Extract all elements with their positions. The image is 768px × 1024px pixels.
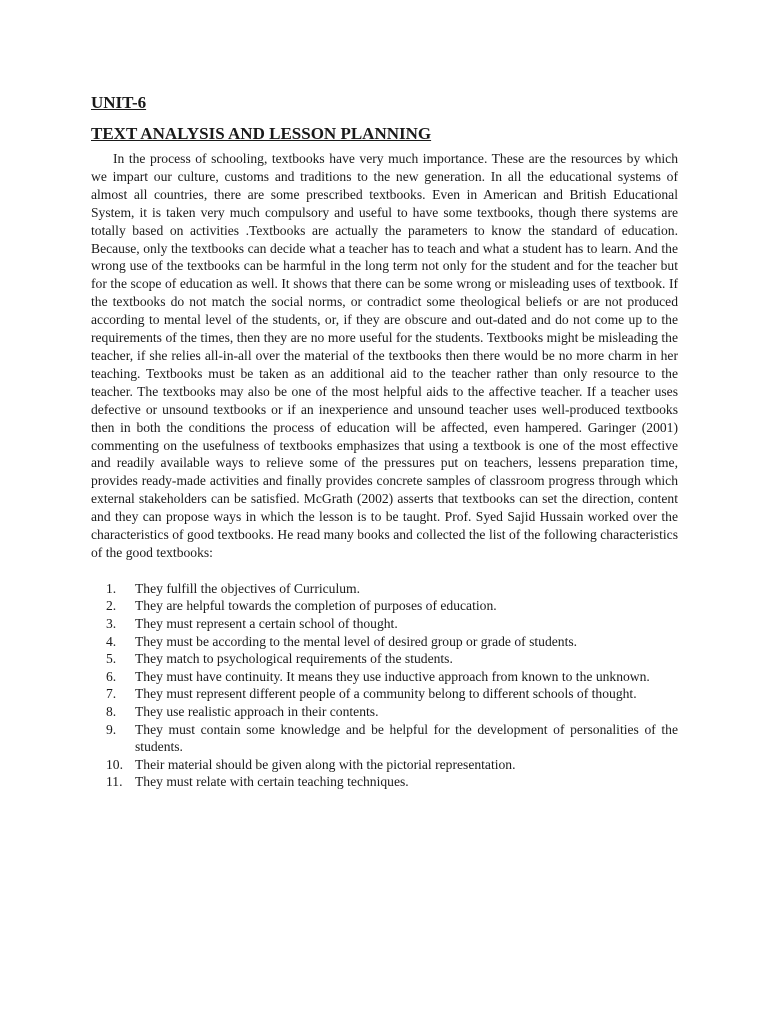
list-item-text: They must relate with certain teaching techniques. [135, 774, 409, 790]
list-item-number: 7. [106, 686, 117, 702]
list-item [106, 685, 678, 703]
list-item-text: They must represent a certain school of thought. [135, 616, 398, 632]
list-item-text: They match to psychological requirements of the students. [135, 651, 453, 667]
list-item-text: They are helpful towards the completion of purposes of education. [135, 598, 497, 614]
list-item-text: They fulfill the objectives of Curriculum. [135, 580, 360, 596]
list-item-number: 8. [106, 704, 117, 719]
list-item-text: They use realistic approach in their contents. [135, 704, 379, 719]
list-item-number: 3. [106, 616, 117, 632]
list-item [106, 615, 678, 633]
list-item [106, 650, 678, 668]
characteristics-list [91, 580, 678, 791]
list-item [106, 773, 678, 791]
list-item-number: 10. [106, 756, 123, 772]
list-item-number: 1. [106, 580, 117, 596]
list-item-number: 11. [106, 774, 123, 790]
list-item [106, 756, 678, 774]
list-item-text: They must contain some knowledge and be helpful for the development of personalities of the students. [135, 721, 678, 755]
list-item-number: 5. [106, 651, 117, 667]
section-title: TEXT ANALYSIS AND LESSON PLANNING [91, 124, 432, 143]
list-item [106, 668, 678, 686]
intro-paragraph: In the process of schooling, textbooks have very much importance. These are the resources by which we impart our culture, customs and traditions to the new generation. In all the educational systems of almost all countries, there are some prescribed textbooks. Even in American and British Educational System, it is taken very much compulsory and useful to have some textbooks, though there systems are totally based on activities .Textbooks are actually the parameters to know the standard of education. Because, only the textbooks can decide what a teacher has to teach and what a student has to learn. And the wrong use of the textbooks can be harmful in the long term not only for the student and for the teacher but for the scope of education as well. It shows that there can be some wrong or misleading uses of textbook. If the textbooks do not match the social norms, or contradict some theological beliefs or are not produced according to mental level of the students, or, if they are obscure and out-dated and do not come up to the requirements of the times, then they are no more useful for the students. Textbooks might be misleading the teacher, if she relies all-in-all over the material of the textbooks then there would be no more charm in her teaching. Textbooks must be taken as an additional aid to the teacher rather than only resource to the teacher. The textbooks may also be one of the most helpful aids to the affective teacher. If a teacher uses defective or unsound textbooks or if an inexperience and unsound teacher uses well-produced textbooks then in both the conditions the process of education will be affected, even hampered. Garinger (2001) commenting on the usefulness of textbooks emphasizes that using a textbook is one of the most effective and readily available ways to relieve some of the pressures put on teachers, lessens preparation time, provides ready-made activities and finally provides concrete samples of classroom progress through which external stakeholders can be satisfied. McGrath (2002) asserts that textbooks can set the direction, content and they can propose ways in which the lesson is to be taught. Prof. Syed Sajid Hussain worked over the characteristics of good textbooks. He read many books and collected the list of the following characteristics of the good textbooks: [91, 151, 678, 560]
list-item-number: 6. [106, 668, 117, 684]
list-item-text: Their material should be given along with the pictorial representation. [135, 756, 516, 772]
document-page [91, 92, 678, 791]
list-item [106, 633, 678, 651]
list-item-number: 2. [106, 598, 117, 614]
list-item-text: They must be according to the mental level of desired group or grade of students. [135, 633, 578, 649]
list-item-text: They must represent different people of a community belong to different schools of thought. [135, 686, 637, 702]
list-item [106, 721, 678, 756]
list-item-number: 4. [106, 633, 117, 649]
list-item-number: 9. [106, 721, 117, 737]
list-item [106, 580, 678, 598]
list-item-text: They must have continuity. It means they use inductive approach from known to the unknown. [135, 668, 650, 684]
unit-heading: UNIT-6 [91, 93, 147, 112]
list-item [106, 597, 678, 615]
list-item [106, 703, 678, 721]
